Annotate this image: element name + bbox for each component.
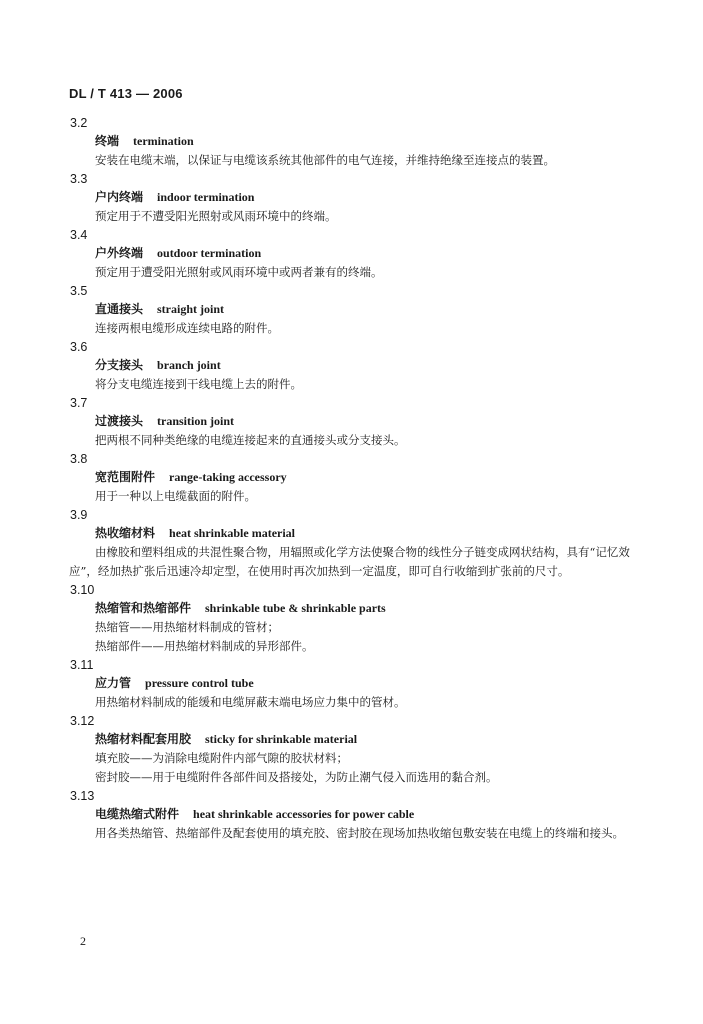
term-chinese: 分支接头 bbox=[95, 358, 144, 372]
definition-entry bbox=[0, 506, 703, 581]
term-chinese: 电缆热缩式附件 bbox=[95, 807, 180, 821]
clause-number: 3.6 bbox=[70, 340, 88, 354]
term-heading bbox=[0, 730, 703, 749]
page-number: 2 bbox=[80, 934, 86, 948]
definition-text: 连接两根电缆形成连续电路的附件。 bbox=[95, 321, 279, 335]
term-chinese: 宽范围附件 bbox=[95, 470, 156, 484]
definition-text: 密封胶——用于电缆附件各部件间及搭接处，为防止潮气侵入而选用的黏合剂。 bbox=[95, 770, 498, 784]
term-chinese: 热缩管和热缩部件 bbox=[95, 601, 192, 615]
definition-entry bbox=[0, 394, 703, 450]
term-heading bbox=[0, 599, 703, 618]
term-english: indoor termination bbox=[157, 190, 255, 204]
term-chinese: 热缩材料配套用胶 bbox=[95, 732, 192, 746]
term-english: heat shrinkable accessories for power cable bbox=[193, 807, 415, 821]
clause-number: 3.7 bbox=[70, 396, 88, 410]
term-heading bbox=[0, 300, 703, 319]
clause-number: 3.3 bbox=[70, 172, 88, 186]
definition-entry bbox=[0, 712, 703, 787]
term-english: branch joint bbox=[157, 358, 221, 372]
term-english: heat shrinkable material bbox=[169, 526, 296, 540]
definition-entry bbox=[0, 170, 703, 226]
term-definitions-list bbox=[0, 114, 703, 843]
definition-paragraph: 由橡胶和塑料组成的共混性聚合物，用辐照或化学方法使聚合物的线性分子链变成网状结构，具有“记忆效应”，经加热扩张后迅速冷却定型，在使用时再次加热到一定温度，即可自行收缩到扩张前的尺寸。 bbox=[69, 545, 630, 578]
clause-number: 3.13 bbox=[70, 789, 95, 803]
definition-entry bbox=[0, 226, 703, 282]
document-standard-code: DL / T 413 — 2006 bbox=[69, 86, 183, 101]
term-chinese: 热收缩材料 bbox=[95, 526, 156, 540]
term-chinese: 户外终端 bbox=[95, 246, 144, 260]
term-english: shrinkable tube & shrinkable parts bbox=[205, 601, 386, 615]
definition-text: 用于一种以上电缆截面的附件。 bbox=[95, 489, 256, 503]
clause-number: 3.11 bbox=[70, 658, 94, 672]
term-chinese: 终端 bbox=[95, 134, 120, 148]
term-heading bbox=[0, 132, 703, 151]
definition-text: 将分支电缆连接到干线电缆上去的附件。 bbox=[95, 377, 302, 391]
definition-entry bbox=[0, 656, 703, 712]
clause-number: 3.9 bbox=[70, 508, 88, 522]
definition-entry bbox=[0, 338, 703, 394]
clause-number: 3.8 bbox=[70, 452, 88, 466]
term-english: pressure control tube bbox=[145, 676, 254, 690]
term-heading bbox=[0, 524, 703, 543]
term-english: outdoor termination bbox=[157, 246, 262, 260]
term-heading bbox=[0, 468, 703, 487]
definition-text: 用热缩材料制成的能缓和电缆屏蔽末端电场应力集中的管材。 bbox=[95, 695, 406, 709]
term-english: straight joint bbox=[157, 302, 225, 316]
definition-text: 预定用于遭受阳光照射或风雨环境中或两者兼有的终端。 bbox=[95, 265, 383, 279]
term-heading bbox=[0, 674, 703, 693]
term-chinese: 过渡接头 bbox=[95, 414, 144, 428]
term-heading bbox=[0, 805, 703, 824]
clause-number: 3.12 bbox=[70, 714, 95, 728]
clause-number: 3.4 bbox=[70, 228, 88, 242]
term-english: sticky for shrinkable material bbox=[205, 732, 358, 746]
clause-number: 3.10 bbox=[70, 583, 95, 597]
term-chinese: 直通接头 bbox=[95, 302, 144, 316]
definition-entry bbox=[0, 282, 703, 338]
definition-entry bbox=[0, 787, 703, 843]
term-chinese: 应力管 bbox=[95, 676, 132, 690]
term-english: range-taking accessory bbox=[169, 470, 287, 484]
definition-entry bbox=[0, 114, 703, 170]
clause-number: 3.2 bbox=[70, 116, 88, 130]
definition-text: 把两根不同种类绝缘的电缆连接起来的直通接头或分支接头。 bbox=[95, 433, 406, 447]
definition-entry bbox=[0, 450, 703, 506]
definition-paragraph: 用各类热缩管、热缩部件及配套使用的填充胶、密封胶在现场加热收缩包敷安装在电缆上的终端和接头。 bbox=[95, 826, 624, 840]
term-english: transition joint bbox=[157, 414, 235, 428]
term-heading bbox=[0, 412, 703, 431]
clause-number: 3.5 bbox=[70, 284, 88, 298]
definition-text: 预定用于不遭受阳光照射或风雨环境中的终端。 bbox=[95, 209, 337, 223]
term-english: termination bbox=[133, 134, 194, 148]
term-heading bbox=[0, 244, 703, 263]
definition-text: 热缩管——用热缩材料制成的管材； bbox=[95, 620, 279, 634]
term-heading bbox=[0, 356, 703, 375]
definition-entry bbox=[0, 581, 703, 656]
definition-text: 填充胶——为消除电缆附件内部气隙的胶状材料； bbox=[95, 751, 348, 765]
definition-text: 热缩部件——用热缩材料制成的异形部件。 bbox=[95, 639, 314, 653]
term-heading bbox=[0, 188, 703, 207]
term-chinese: 户内终端 bbox=[95, 190, 144, 204]
definition-text: 安装在电缆末端，以保证与电缆该系统其他部件的电气连接，并维持绝缘至连接点的装置。 bbox=[95, 153, 555, 167]
